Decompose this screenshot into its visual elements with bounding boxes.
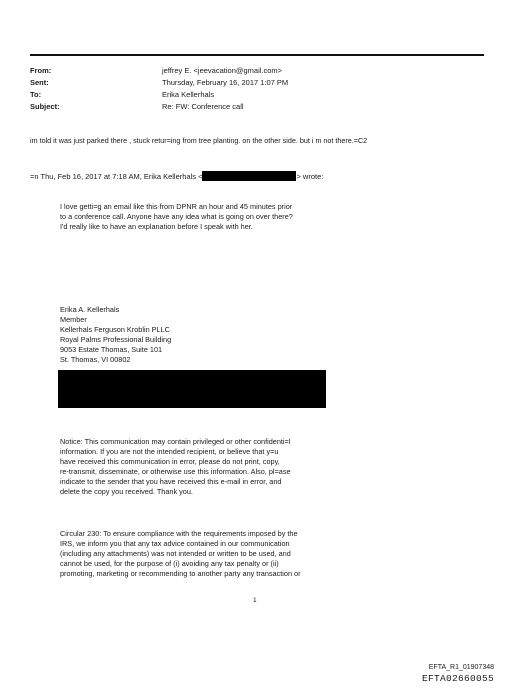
notice-line: re-transmit, disseminate, or otherwise use this information. Also, pl=ase	[60, 467, 291, 477]
signature-line: Royal Palms Professional Building	[60, 335, 172, 345]
from-label: From:	[30, 66, 52, 75]
efta-small-id: EFTA_R1_01907348	[428, 664, 494, 671]
confidentiality-notice	[60, 437, 291, 498]
signature-line: Kellerhals Ferguson Kroblin PLLC	[60, 325, 170, 335]
quote-header	[30, 171, 323, 181]
circular-line: (including any attachments) was not intended or written to be used, and	[60, 549, 291, 559]
signature-line: Erika A. Kellerhals	[60, 305, 120, 314]
circular-line: promoting, marketing or recommending to another party any transaction or	[60, 569, 301, 579]
signature-line: St. Thomas, VI 00802	[60, 355, 131, 365]
signature-line: 9053 Estate Thomas, Suite 101	[60, 345, 163, 355]
quote-prefix: =n Thu, Feb 16, 2017 at 7:18 AM, Erika Kellerhals <	[30, 172, 203, 181]
redacted-email	[202, 171, 296, 181]
notice-line: delete the copy you received. Thank you.	[60, 487, 193, 497]
efta-large-id: EFTA02660055	[421, 673, 494, 684]
sent-label: Sent:	[30, 78, 49, 87]
circular-line: cannot be used, for the purpose of (i) avoiding any tax penalty or (ii)	[60, 559, 279, 569]
message-line: I'd really like to have an explanation before I speak with her.	[60, 222, 253, 232]
to-label: To:	[30, 90, 42, 99]
notice-line: indicate to the sender that you have received this e-mail in error, and	[60, 477, 282, 487]
notice-line: information. If you are not the intended recipient, or believe that y=u	[60, 447, 279, 457]
signature-line: Member	[60, 315, 87, 325]
signature	[60, 305, 171, 366]
page-number: 1	[253, 597, 257, 604]
quoted-message	[60, 202, 293, 232]
quote-suffix: > wrote:	[296, 172, 324, 181]
notice-line: have received this communication in error, please do not print, copy,	[60, 457, 280, 467]
redaction-block	[58, 370, 326, 408]
reply-text: im told it was just parked there , stuck retur=ing from tree planting. on the other side. but i m not there.=C2	[30, 136, 368, 145]
from-value: jeffrey E. <jeevacation@gmail.com>	[162, 66, 283, 75]
subject-label: Subject:	[30, 102, 60, 111]
circular-230	[60, 529, 301, 579]
message-line: I love getti=g an email like this from DPNR an hour and 45 minutes prior	[60, 202, 293, 211]
notice-line: Notice: This communication may contain privileged or other confidenti=l	[60, 437, 291, 446]
circular-line: IRS, we inform you that any tax advice contained in our communication	[60, 539, 290, 549]
to-value: Erika Kellerhals	[162, 90, 215, 99]
message-line: to a conference call. Anyone have any idea what is going on over there?	[60, 212, 293, 222]
subject-value: Re: FW: Conference call	[162, 102, 244, 111]
circular-line: Circular 230: To ensure compliance with the requirements imposed by the	[60, 529, 298, 538]
header-rule	[30, 54, 484, 56]
sent-value: Thursday, February 16, 2017 1:07 PM	[162, 78, 289, 87]
